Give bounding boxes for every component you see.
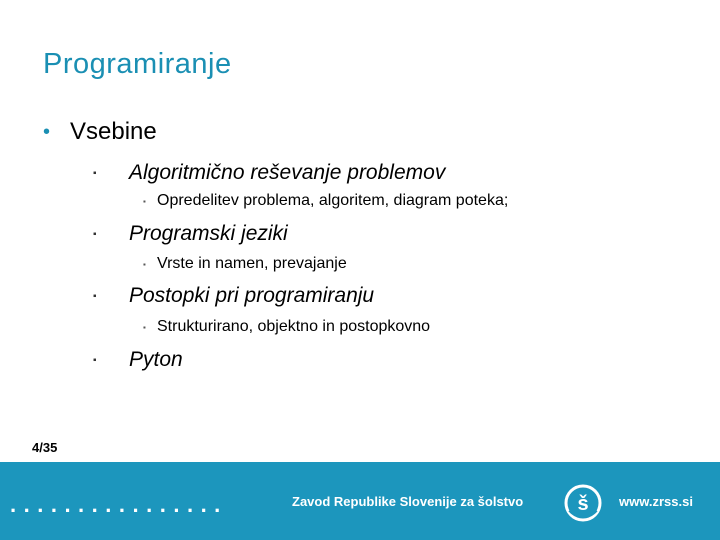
square-bullet-icon: ▪ <box>93 167 97 179</box>
list-item <box>93 222 288 246</box>
list-item <box>93 348 183 372</box>
footer-url[interactable]: www.zrss.si <box>619 494 693 509</box>
square-bullet-icon: ▪ <box>93 228 97 240</box>
page-number: 4/35 <box>32 440 58 455</box>
item-label: Algoritmično reševanje problemov <box>129 161 446 184</box>
list-item <box>93 284 374 308</box>
list-item-detail <box>143 255 347 273</box>
zrss-logo-icon <box>562 482 604 524</box>
list-item <box>93 161 445 185</box>
heading-bullet <box>43 118 157 146</box>
organization-name: Zavod Republike Slovenije za šolstvo <box>292 494 524 509</box>
item-label: Pyton <box>129 348 183 371</box>
item-detail: Opredelitev problema, algoritem, diagram poteka; <box>157 192 509 209</box>
square-bullet-icon: ▪ <box>93 290 97 302</box>
svg-text:š: š <box>577 493 589 515</box>
heading-text: Vsebine <box>70 118 157 145</box>
slide-title: Programiranje <box>43 48 232 80</box>
square-bullet-icon: ▪ <box>93 354 97 366</box>
square-bullet-icon: ▪ <box>143 259 146 269</box>
list-item-detail <box>143 192 508 210</box>
square-bullet-icon: ▪ <box>143 322 146 332</box>
item-detail: Vrste in namen, prevajanje <box>157 255 347 272</box>
footer-dots: ................ <box>10 492 228 517</box>
item-label: Programski jeziki <box>129 222 288 245</box>
item-detail: Strukturirano, objektno in postopkovno <box>157 318 431 335</box>
list-item-detail <box>143 318 430 336</box>
bullet-icon: • <box>43 120 51 143</box>
footer-bar <box>0 462 720 540</box>
item-label: Postopki pri programiranju <box>129 284 375 307</box>
square-bullet-icon: ▪ <box>143 196 146 206</box>
